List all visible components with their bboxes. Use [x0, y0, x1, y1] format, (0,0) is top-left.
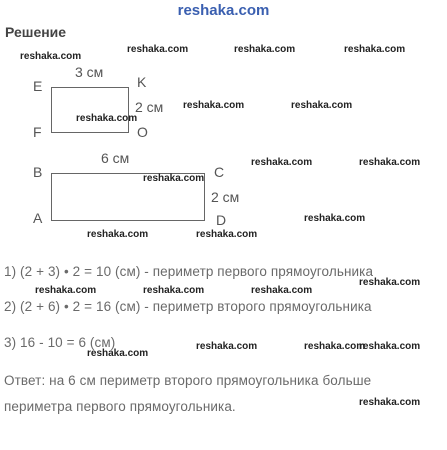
watermark: reshaka.com	[359, 157, 421, 168]
length-bc: 6 см	[101, 150, 130, 166]
watermark: reshaka.com	[291, 100, 353, 111]
watermark: reshaka.com	[127, 44, 189, 55]
watermark: reshaka.com	[304, 341, 366, 352]
length-ko: 2 см	[135, 99, 164, 115]
site-header[interactable]: reshaka.com	[177, 2, 270, 19]
solution-step-3: 3) 16 - 10 = 6 (см)	[4, 335, 116, 350]
vertex-b: B	[33, 164, 43, 180]
watermark: reshaka.com	[359, 397, 421, 408]
watermark: reshaka.com	[304, 213, 366, 224]
answer-line-2: периметра первого прямоугольника.	[4, 399, 236, 414]
rectangle-ekof	[51, 87, 129, 133]
watermark: reshaka.com	[344, 44, 406, 55]
watermark: reshaka.com	[359, 277, 421, 288]
watermark: reshaka.com	[196, 229, 258, 240]
vertex-e: E	[33, 78, 43, 94]
watermark: reshaka.com	[35, 285, 97, 296]
watermark: reshaka.com	[196, 341, 258, 352]
length-cd: 2 см	[211, 189, 240, 205]
watermark: reshaka.com	[87, 348, 149, 359]
watermark: reshaka.com	[87, 229, 149, 240]
vertex-d: D	[216, 212, 227, 228]
watermark: reshaka.com	[20, 51, 82, 62]
watermark: reshaka.com	[76, 113, 138, 124]
watermark: reshaka.com	[251, 157, 313, 168]
vertex-k: K	[137, 74, 147, 90]
watermark: reshaka.com	[143, 173, 205, 184]
watermark: reshaka.com	[234, 44, 296, 55]
watermark: reshaka.com	[251, 285, 313, 296]
solution-step-2: 2) (2 + 6) • 2 = 16 (см) - периметр второго прямоугольника	[4, 299, 372, 314]
watermark: reshaka.com	[183, 100, 245, 111]
solution-step-1: 1) (2 + 3) • 2 = 10 (см) - периметр первого прямоугольника	[4, 264, 374, 279]
length-ek: 3 см	[75, 64, 104, 80]
answer-line-1: Ответ: на 6 см периметр второго прямоугольника больше	[4, 373, 372, 388]
vertex-o: O	[137, 124, 148, 140]
vertex-c: C	[214, 164, 225, 180]
solution-title: Решение	[5, 24, 67, 40]
vertex-f: F	[33, 124, 42, 140]
vertex-a: A	[33, 210, 43, 226]
watermark: reshaka.com	[359, 341, 421, 352]
watermark: reshaka.com	[143, 285, 205, 296]
